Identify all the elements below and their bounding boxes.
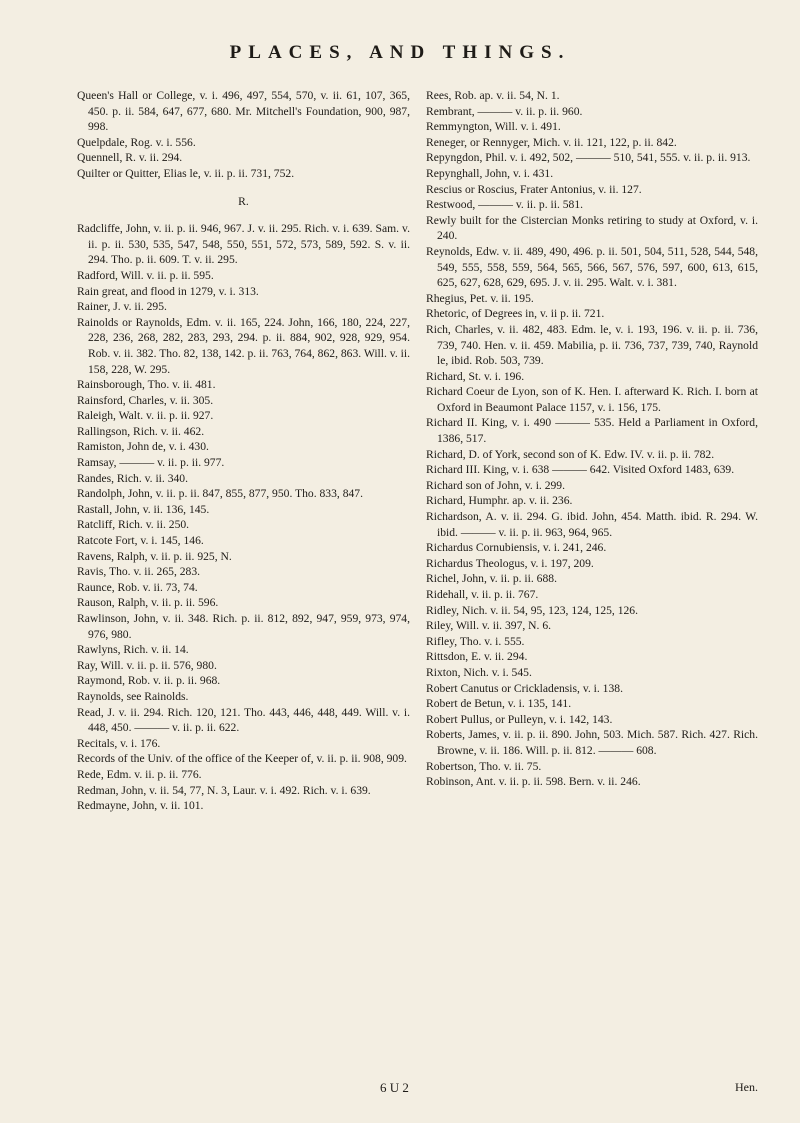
right-column	[426, 88, 758, 790]
index-entry: Richardus Cornubiensis, v. i. 241, 246.	[426, 541, 607, 555]
index-entry: Rawlinson, John, v. ii. 348. Rich. p. ii. 812, 892, 947, 959, 973, 974, 976, 980.	[77, 612, 410, 641]
index-entry: Ray, Will. v. ii. p. ii. 576, 980.	[77, 658, 217, 672]
index-entry: Raleigh, Walt. v. ii. p. ii. 927.	[77, 409, 214, 423]
index-entry: Richard, Humphr. ap. v. ii. 236.	[426, 494, 573, 508]
index-entry: Recitals, v. i. 176.	[77, 736, 161, 750]
index-entry: Richel, John, v. ii. p. ii. 688.	[426, 572, 557, 586]
index-entry: Roberts, James, v. ii. p. ii. 890. John, 503. Mich. 587. Rich. 427. Rich. Browne, v. ii. 186. Will. p. ii. 812. ——— 608.	[426, 728, 758, 757]
index-entry: Richardus Theologus, v. i. 197, 209.	[426, 556, 594, 570]
index-entry: Rauson, Ralph, v. ii. p. ii. 596.	[77, 596, 219, 610]
index-entry: Richard Coeur de Lyon, son of K. Hen. I. afterward K. Rich. I. born at Oxford in Beaumont Palace 1157, v. i. 156, 175.	[426, 385, 758, 414]
index-entry: Ratcliff, Rich. v. ii. 250.	[77, 518, 190, 532]
index-entry: Redman, John, v. ii. 54, 77, N. 3, Laur. v. i. 492. Rich. v. i. 639.	[77, 783, 371, 797]
index-entry: Rittsdon, E. v. ii. 294.	[426, 650, 528, 664]
index-entry: Richard III. King, v. i. 638 ——— 642. Visited Oxford 1483, 639.	[426, 463, 735, 477]
index-entry: Rainolds or Raynolds, Edm. v. ii. 165, 224. John, 166, 180, 224, 227, 228, 236, 268, 282, 283, 293, 294. p. ii. 884, 902, 928, 929, 954. Rob. v. ii. 382. Tho. 82, 138, 142. p. ii. 763, 764, 862, 863. Will. v. ii. 158, 228, W. 295.	[77, 315, 410, 376]
index-entry: Ridehall, v. ii. p. ii. 767.	[426, 588, 539, 601]
index-entry: Quilter or Quitter, Elias le, v. ii. p. ii. 731, 752.	[77, 166, 295, 180]
index-entry: Raunce, Rob. v. ii. 73, 74.	[77, 580, 198, 594]
index-entry: Remmyngton, Will. v. i. 491.	[426, 120, 561, 134]
index-entry: Quelpdale, Rog. v. i. 556.	[77, 135, 196, 149]
index-entry: Richard son of John, v. i. 299.	[426, 478, 566, 492]
index-entry: Richard, D. of York, second son of K. Edw. IV. v. ii. p. ii. 782.	[426, 447, 715, 461]
index-entry: Ramiston, John de, v. i. 430.	[77, 440, 209, 454]
index-entry: Records of the Univ. of the office of the Keeper of, v. ii. p. ii. 908, 909.	[77, 752, 407, 766]
index-entry: Repynghall, John, v. i. 431.	[426, 166, 554, 180]
index-entry: Rembrant, ——— v. ii. p. ii. 960.	[426, 104, 583, 118]
index-entry: Read, J. v. ii. 294. Rich. 120, 121. Tho. 443, 446, 448, 449. Will. v. i. 448, 450. ——— v. ii. p. ii. 622.	[77, 705, 410, 735]
signature-mark: 6 U 2	[380, 1080, 409, 1095]
index-entry: Robert de Betun, v. i. 135, 141.	[426, 697, 572, 711]
index-entry: Ravens, Ralph, v. ii. p. ii. 925, N.	[77, 549, 232, 563]
index-entry: Reynolds, Edw. v. ii. 489, 490, 496. p. ii. 501, 504, 511, 528, 544, 548, 549, 555, 558, 559, 564, 565, 566, 567, 576, 597, 600, 613, 615, 625, 627, 628, 629, 695. J. v. ii. 295. Walt. v. i. 381.	[426, 244, 758, 290]
index-entry: Rawlyns, Rich. v. ii. 14.	[77, 643, 189, 657]
index-entry: Rastall, John, v. ii. 136, 145.	[77, 502, 210, 516]
index-entry: Rainer, J. v. ii. 295.	[77, 300, 167, 314]
index-entry: Robertson, Tho. v. ii. 75.	[426, 759, 542, 773]
index-entry: Repyngdon, Phil. v. i. 492, 502, ——— 510, 541, 555. v. ii. p. ii. 913.	[426, 151, 751, 165]
index-entry: Rhegius, Pet. v. ii. 195.	[426, 291, 534, 305]
index-entry: Robert Canutus or Crickladensis, v. i. 138.	[426, 681, 623, 695]
index-entry: Rainsford, Charles, v. ii. 305.	[77, 393, 214, 407]
index-entry: Quennell, R. v. ii. 294.	[77, 151, 183, 165]
index-entry: Ramsay, ——— v. ii. p. ii. 977.	[77, 456, 225, 470]
index-entry: Redmayne, John, v. ii. 101.	[77, 799, 204, 813]
index-entry: Reneger, or Rennyger, Mich. v. ii. 121, 122, p. ii. 842.	[426, 135, 677, 149]
index-entry: Rede, Edm. v. ii. p. ii. 776.	[77, 767, 202, 781]
index-entry: Rees, Rob. ap. v. ii. 54, N. 1.	[426, 89, 560, 102]
index-entry: Rainsborough, Tho. v. ii. 481.	[77, 378, 216, 392]
index-entry: Rallingson, Rich. v. ii. 462.	[77, 424, 205, 438]
index-entry: Restwood, ——— v. ii. p. ii. 581.	[426, 198, 584, 212]
index-entry: Rhetoric, of Degrees in, v. ii p. ii. 721.	[426, 307, 605, 321]
index-entry: Raymond, Rob. v. ii. p. ii. 968.	[77, 674, 221, 688]
index-entry: Richardson, A. v. ii. 294. G. ibid. John, 454. Matth. ibid. R. 294. W. ibid. ——— v. ii. p. ii. 963, 964, 965.	[426, 510, 758, 539]
index-entry: Rescius or Roscius, Frater Antonius, v. ii. 127.	[426, 182, 642, 196]
catchword: Hen.	[735, 1080, 758, 1094]
index-entry: Rifley, Tho. v. i. 555.	[426, 634, 525, 648]
index-entry: Rewly built for the Cistercian Monks retiring to study at Oxford, v. i. 240.	[426, 213, 758, 243]
left-column	[77, 88, 410, 814]
section-letter: R.	[238, 194, 249, 208]
index-entry: Ravis, Tho. v. ii. 265, 283.	[77, 565, 201, 579]
index-entry: Rich, Charles, v. ii. 482, 483. Edm. le, v. i. 193, 196. v. ii. p. ii. 736, 739, 740. Hen. v. ii. 459. Mabilia, p. ii. 736, 737, 739, 740, Raynold le, ibid. Rob. 503, 739.	[426, 322, 758, 368]
index-entry: Queen's Hall or College, v. i. 496, 497, 554, 570, v. ii. 61, 107, 365, 450. p. ii. 584, 647, 677, 680. Mr. Mitchell's Foundation, 900, 987, 998.	[77, 89, 410, 134]
index-entry: Richard, St. v. i. 196.	[426, 369, 525, 383]
index-entry: Ridley, Nich. v. ii. 54, 95, 123, 124, 125, 126.	[426, 603, 639, 617]
index-entry: Richard II. King, v. i. 490 ——— 535. Held a Parliament in Oxford, 1386, 517.	[426, 416, 758, 446]
index-entry: Robinson, Ant. v. ii. p. ii. 598. Bern. v. ii. 246.	[426, 775, 641, 789]
index-entry: Raynolds, see Rainolds.	[77, 689, 189, 703]
index-entry: Rain great, and flood in 1279, v. i. 313.	[77, 284, 259, 298]
index-entry: Robert Pullus, or Pulleyn, v. i. 142, 143.	[426, 712, 613, 726]
index-entry: Radcliffe, John, v. ii. p. ii. 946, 967. J. v. ii. 295. Rich. v. i. 639. Sam. v. ii. p. ii. 530, 535, 547, 548, 550, 551, 572, 573, 589, 592. S. v. ii. 294. Tho. p. ii. 609. T. v. ii. 295.	[77, 222, 410, 267]
index-entry: Rixton, Nich. v. i. 545.	[426, 665, 532, 679]
index-entry: Ratcote Fort, v. i. 145, 146.	[77, 534, 204, 548]
index-entry: Randes, Rich. v. ii. 340.	[77, 471, 188, 485]
page-header: PLACES, AND THINGS.	[229, 42, 571, 63]
index-entry: Riley, Will. v. ii. 397, N. 6.	[426, 619, 552, 633]
index-entry: Randolph, John, v. ii. p. ii. 847, 855, 877, 950. Tho. 833, 847.	[77, 487, 363, 501]
index-entry: Radford, Will. v. ii. p. ii. 595.	[77, 268, 214, 282]
